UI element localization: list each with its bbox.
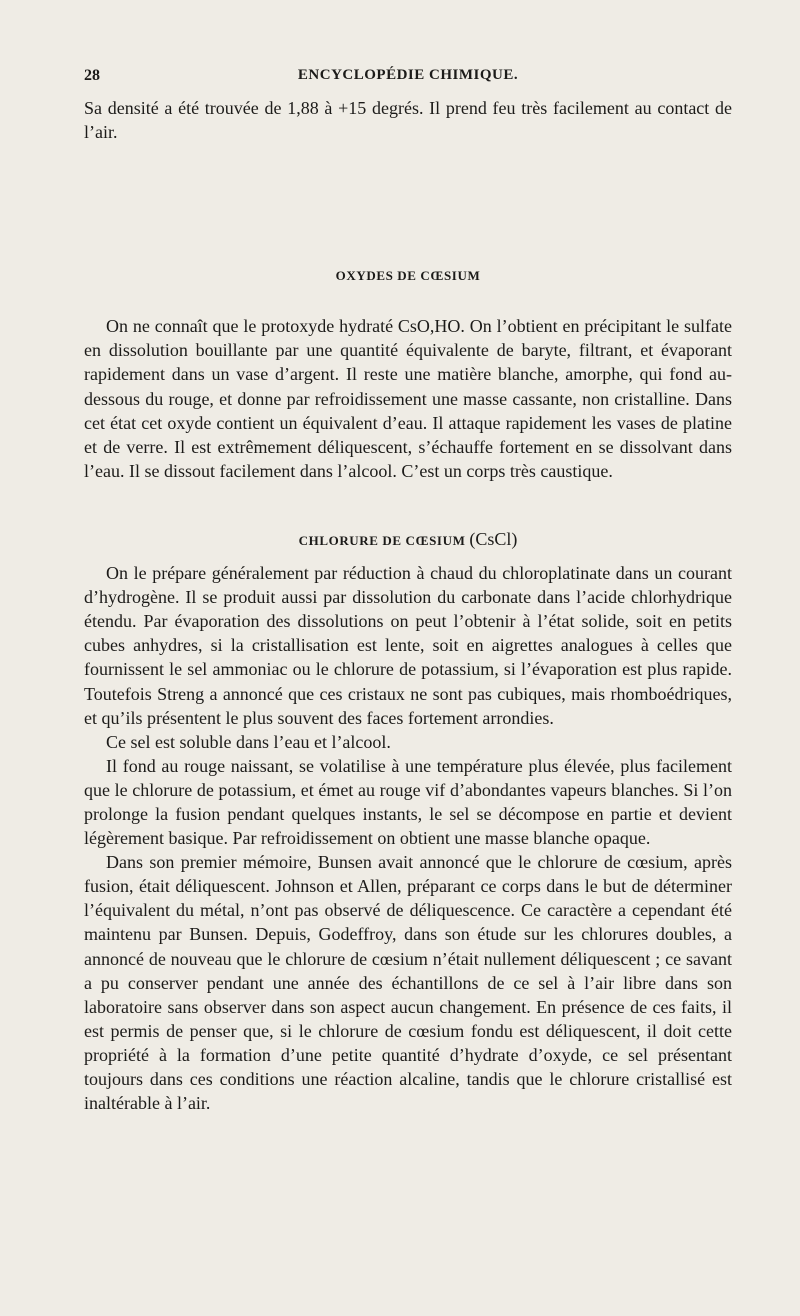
section-title-oxydes: OXYDES DE CŒSIUM: [335, 268, 481, 284]
section-formula: (CsCl): [469, 528, 518, 549]
section-title-text: CHLORURE DE CŒSIUM: [298, 532, 466, 548]
paragraph: On ne connaît que le protoxyde hydraté CsO,HO. On l’obtient en précipitant le sulfate en dissolution bouillante par une quantité équivalente de baryte, filtrant, et évaporant rapidement dans un vase d’argent. Il reste une matière blanche, amorphe, qui fond au-dessous du rouge, et donne par refroidissement une masse cassante, non cristalline. Dans cet état cet oxyde contient un équivalent d’eau. Il attaque rapidement les vases de platine et de verre. Il est extrêmement déliquescent, s’échauffe fortement en se dissolvant dans l’eau. Il se dissout facilement dans l’alcool. C’est un corps très caustique.: [84, 316, 732, 481]
paragraph: On le prépare généralement par réduction à chaud du chloroplatinate dans un courant d’hydrogène. Il se produit aussi par dissolution du carbonate dans l’acide chlorhydrique étendu. Par évaporation des dissolutions on peut l’obtenir à l’état solide, soit en petits cubes anhydres, si la cristallisation est lente, soit en aigrettes analogues à celles que fournissent le sel ammoniac ou le chlorure de potassium, si l’évaporation est plus rapide. Toutefois Streng a annoncé que ces cristaux ne sont pas cubiques, mais rhomboédriques, et qu’ils présentent le plus souvent des faces fortement arrondies.: [84, 563, 732, 728]
paragraph: Il fond au rouge naissant, se volatilise à une température plus élevée, plus facilement que le chlorure de potassium, et émet au rouge vif d’abondantes vapeurs blanches. Si l’on prolonge la fusion pendant quelques instants, le sel se décompose en partie et devient légèrement basique. Par refroidissement on obtient une masse blanche opaque.: [84, 755, 732, 849]
page-content: [84, 96, 732, 1115]
running-title: ENCYCLOPÉDIE CHIMIQUE.: [297, 67, 519, 83]
intro-paragraph: Sa densité a été trouvée de 1,88 à +15 degrés. Il prend feu très facilement au contact de l’air.: [84, 98, 732, 143]
page-header: [84, 67, 732, 91]
paragraph: Ce sel est soluble dans l’eau et l’alcool.: [106, 731, 391, 752]
section-title-chlorure: [84, 527, 732, 553]
paragraph: Dans son premier mémoire, Bunsen avait annoncé que le chlorure de cœsium, après fusion, était déliquescent. Johnson et Allen, préparant ce corps dans le but de déterminer l’équivalent du métal, n’ont pas observé de déliquescence. Ce caractère a cependant été maintenu par Bunsen. Depuis, Godeffroy, dans son étude sur les chlorures doubles, a annoncé de nouveau que le chlorure de cœsium n’était nullement déliquescent ; ce savant a pu conserver pendant une année des échantillons de ce sel à l’air libre dans son laboratoire sans observer dans son aspect aucun changement. En présence de ces faits, il est permis de penser que, si le chlorure de cœsium fondu est déliquescent, il doit cette propriété à la formation d’une petite quantité d’hydrate d’oxyde, ce sel présentant toujours dans ces conditions une réaction alcaline, tandis que le chlorure cristallisé est inaltérable à l’air.: [84, 852, 732, 1114]
page-number: 28: [84, 67, 100, 84]
